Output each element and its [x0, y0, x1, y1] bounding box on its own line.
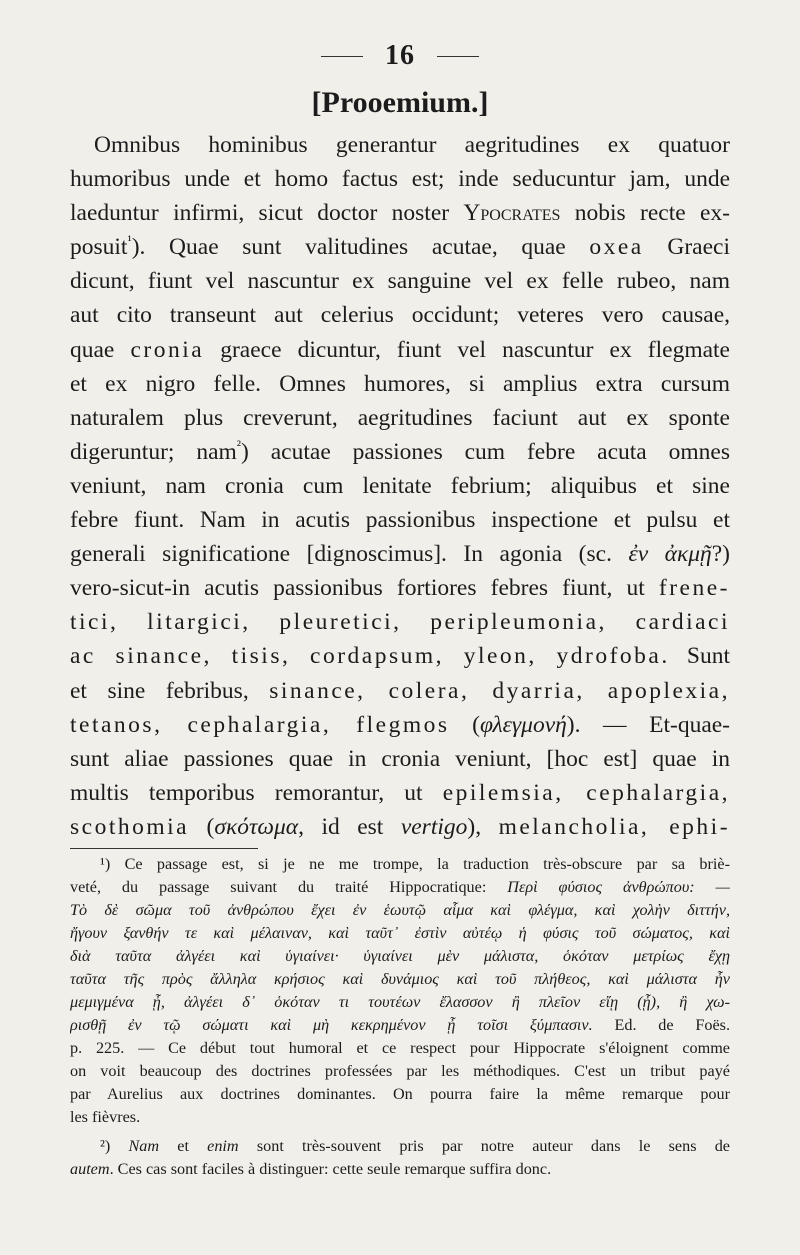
- footnote-ref-1: ¹: [127, 233, 132, 250]
- footnote-line: veté, du passage suivant du traité Hippocratique: Περὶ φύσιος ἀνθρώπου: —: [70, 878, 730, 896]
- footnote-line: p. 225. — Ce début tout humoral et ce respect pour Hippocrate s'éloignent comme: [70, 1039, 730, 1057]
- footnote-line: autem. Ces cas sont faciles à distinguer: cette seule remarque suffira donc.: [70, 1160, 552, 1178]
- footnote-line: ¹) Ce passage est, si je ne me trompe, la traduction très-obscure par sa briè-: [100, 855, 730, 873]
- text-line: tetanos, cephalargia, flegmos (φλεγμονή). — Et-quae-: [70, 711, 730, 738]
- main-text: [70, 128, 730, 844]
- text-line: multis temporibus remorantur, ut epilemsia, cephalargia,: [70, 779, 730, 806]
- text-line: laeduntur infirmi, sicut doctor noster Ypocrates nobis recte ex-: [70, 200, 730, 227]
- text-line: veniunt, nam cronia cum lenitate febrium; aliquibus et sine: [70, 472, 730, 499]
- footnote-line: par Aurelius aux doctrines dominantes. On pourra faire la même remarque pour: [70, 1085, 730, 1103]
- author-name: Ypocrates: [463, 200, 561, 227]
- footnote-line: ταῦτα τῆς πρὸς ἄλληλα κρήσιος καὶ δυνάμιος καὶ τοῦ πλήθεος, καὶ μάλιστα ἦν: [70, 970, 730, 988]
- footnotes: [70, 853, 730, 1181]
- text-line: naturalem plus creverunt, aegritudines faciunt aut ex sponte: [70, 404, 730, 431]
- footnote-line: ρισθῇ ἐν τῷ σώματι καὶ μὴ κεκρημένον ᾖ τοῖσι ξύμπασιν. Ed. de Foës.: [70, 1016, 730, 1034]
- footnote-ref-2: ²: [236, 438, 242, 455]
- footnote-line: Τὸ δὲ σῶμα τοῦ ἀνθρώπου ἔχει ἐν ἑωυτῷ αἷμα καὶ φλέγμα, καὶ χολὴν διττήν,: [70, 901, 730, 919]
- text-line: posuit$^{^1}$). Quae sunt valitudines acutae, quae oxea Graeci: [70, 233, 730, 261]
- footnote-line: διὰ ταῦτα ἀλγέει καὶ ὑγιαίνει· ὑγιαίνει μὲν μάλιστα, ὁκόταν μετρίως ἔχῃ: [70, 947, 730, 965]
- running-header: [0, 40, 800, 72]
- header-rule-left: [321, 56, 363, 57]
- page-number: 16: [385, 40, 415, 71]
- footnote-line: μεμιγμένα ᾖ, ἀλγέει δ᾽ ὁκόταν τι τουτέων ἔλασσον ἢ πλεῖον εἴῃ (ᾖ), ἢ χω-: [70, 993, 730, 1011]
- header-rule-right: [437, 56, 479, 57]
- text-line: humoribus unde et homo factus est; inde seducuntur jam, unde: [70, 166, 730, 193]
- text-line: dicunt, fiunt vel nascuntur ex sanguine vel ex felle rubeo, nam: [70, 268, 730, 295]
- text-line: et ex nigro felle. Omnes humores, si amplius extra cursum: [70, 370, 730, 397]
- text-line: ac sinance, tisis, cordapsum, yleon, ydrofoba. Sunt: [70, 643, 730, 670]
- text-line: scothomia (σκότωμα, id est vertigo), melancholia, ephi-: [70, 813, 730, 840]
- footnote-line: ²) Nam et enim sont très-souvent pris par notre auteur dans le sens de: [100, 1137, 730, 1155]
- footnote-divider: [70, 848, 258, 849]
- section-title: [Prooemium.]: [311, 86, 489, 119]
- text-line: aut cito transeunt aut celerius occidunt; veteres vero causae,: [70, 302, 730, 329]
- text-line: et sine febribus, sinance, colera, dyarria, apoplexia,: [70, 677, 730, 704]
- text-line: Omnibus hominibus generantur aegritudines ex quatuor: [94, 132, 730, 158]
- text-line: generali significatione [dignoscimus]. In agonia (sc. ἐν ἀκμῇ?): [70, 541, 730, 568]
- text-line: quae cronia graece dicuntur, fiunt vel nascuntur ex flegmate: [70, 336, 730, 363]
- text-line: sunt aliae passiones quae in cronia veniunt, [hoc est] quae in: [70, 745, 730, 772]
- text-line: digeruntur; nam$^{^2}$) acutae passiones cum febre acuta omnes: [70, 438, 730, 465]
- text-line: tici, litargici, pleuretici, peripleumonia, cardiaci: [70, 609, 730, 636]
- footnote-line: on voit beaucoup des doctrines professées par les méthodiques. C'est un tribut payé: [70, 1062, 730, 1080]
- footnote-line: ἤγουν ξανθήν τε καὶ μέλαιναν, καὶ ταῦτ᾽ ἐστὶν αὐτέῳ ἡ φύσις τοῦ σώματος, καὶ: [70, 924, 730, 942]
- text-line: vero-sicut-in acutis passionibus fortiores febres fiunt, ut frene-: [70, 575, 730, 602]
- footnote-line: les fièvres.: [70, 1108, 141, 1126]
- text-line: febre fiunt. Nam in acutis passionibus inspectione et pulsu et: [70, 507, 730, 534]
